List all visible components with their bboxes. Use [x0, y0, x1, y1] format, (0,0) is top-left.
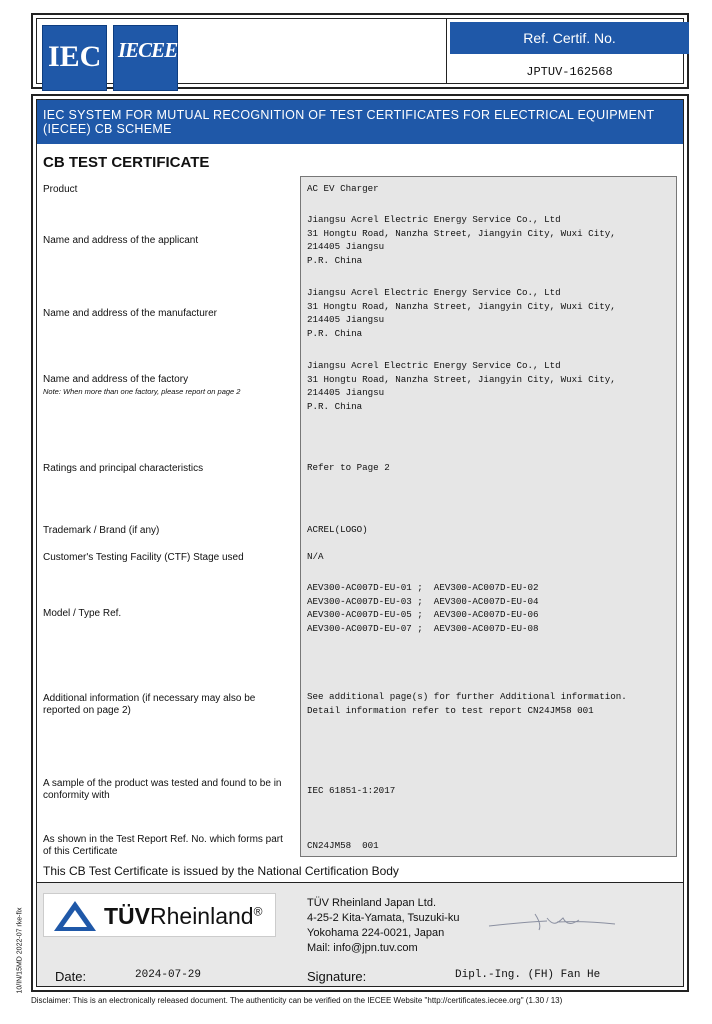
value-product: AC EV Charger: [307, 183, 379, 194]
label-model: Model / Type Ref.: [43, 608, 122, 619]
handwritten-signature: [487, 908, 617, 934]
certificate-body: [31, 94, 689, 992]
label-factory-text: Name and address of the factory: [43, 374, 189, 385]
disclaimer: Disclaimer: This is an electronically released document. The authenticity can be verified on the IECEE Website "http://certificates.iecee.org" (1.30 / 13): [31, 996, 563, 1005]
scheme-banner: IEC SYSTEM FOR MUTUAL RECOGNITION OF TEST CERTIFICATES FOR ELECTRICAL EQUIPMENT (IECEE) CB SCHEME: [37, 100, 683, 144]
value-test-report: CN24JM58 001: [307, 840, 379, 851]
value-factory: Jiangsu Acrel Electric Energy Service Co., Ltd 31 Hongtu Road, Nanzha Street, Jiangyin City, Wuxi City, 214405 Jiangsu P.R. China: [307, 360, 616, 412]
tuv-logo-bold: TÜV: [104, 903, 150, 929]
date-value: 2024-07-29: [135, 969, 202, 981]
signature-label: Signature:: [307, 969, 367, 984]
iecee-logo: IECEE: [113, 25, 178, 91]
iec-logo: IEC: [42, 25, 107, 91]
ref-certificate-number: JPTUV-162568: [526, 65, 613, 79]
ncb-address-line: Mail: info@jpn.tuv.com: [307, 942, 418, 954]
value-applicant: Jiangsu Acrel Electric Energy Service Co., Ltd 31 Hongtu Road, Nanzha Street, Jiangyin City, Wuxi City, 214405 Jiangsu P.R. China: [307, 214, 616, 266]
certificate-title: CB TEST CERTIFICATE: [43, 154, 210, 171]
ncb-address-line: TÜV Rheinland Japan Ltd.: [307, 897, 437, 909]
label-conformity: A sample of the product was tested and found to be in conformity with: [43, 778, 282, 801]
label-product: Product: [43, 184, 78, 195]
certificate-header: [31, 13, 689, 89]
ncb-address-line: Yokohama 224-0021, Japan: [307, 927, 445, 939]
form-code-vertical: 10/IN/15MD 2022-07 rke-fix: [16, 907, 24, 994]
label-test-report: As shown in the Test Report Ref. No. which forms part of this Certificate: [43, 834, 283, 857]
ref-certificate-label: Ref. Certif. No.: [450, 22, 689, 54]
value-additional-info: See additional page(s) for further Additional information. Detail information refer to test report CN24JM58 001: [307, 691, 627, 716]
value-model: AEV300-AC007D-EU-01 ; AEV300-AC007D-EU-02 AEV300-AC007D-EU-03 ; AEV300-AC007D-EU-04 AEV300-AC007D-EU-05 ; AEV300-AC007D-EU-06 AEV300-AC007D-EU-07 ; AEV300-AC007D-EU-08: [307, 582, 539, 634]
value-ratings: Refer to Page 2: [307, 462, 390, 473]
label-applicant: Name and address of the applicant: [43, 235, 199, 246]
value-trademark: ACREL(LOGO): [307, 524, 368, 535]
label-factory: [43, 374, 293, 398]
label-additional-info: Additional information (if necessary may also be reported on page 2): [43, 693, 256, 716]
label-trademark: Trademark / Brand (if any): [43, 525, 160, 536]
divider: [37, 882, 683, 883]
label-factory-note: Note: When more than one factory, please report on page 2: [43, 387, 241, 396]
value-manufacturer: Jiangsu Acrel Electric Energy Service Co., Ltd 31 Hongtu Road, Nanzha Street, Jiangyin City, Wuxi City, 214405 Jiangsu P.R. China: [307, 287, 616, 339]
ncb-address-line: 4-25-2 Kita-Yamata, Tsuzuki-ku: [307, 912, 460, 924]
issued-by-statement: This CB Test Certificate is issued by the National Certification Body: [43, 864, 399, 878]
tuv-logo-rest: Rheinland: [150, 903, 254, 929]
tuv-rheinland-logo: [43, 893, 276, 937]
label-manufacturer: Name and address of the manufacturer: [43, 308, 217, 319]
label-ctf: Customer's Testing Facility (CTF) Stage used: [43, 552, 244, 563]
label-ratings: Ratings and principal characteristics: [43, 463, 204, 474]
triangle-logo-icon: [52, 899, 98, 933]
registered-mark: ®: [253, 904, 263, 919]
value-ctf: N/A: [307, 551, 324, 562]
values-column: [300, 176, 677, 857]
value-conformity: IEC 61851-1:2017: [307, 785, 396, 796]
signature-name: Dipl.-Ing. (FH) Fan He: [455, 969, 601, 981]
date-label: Date:: [55, 969, 87, 984]
